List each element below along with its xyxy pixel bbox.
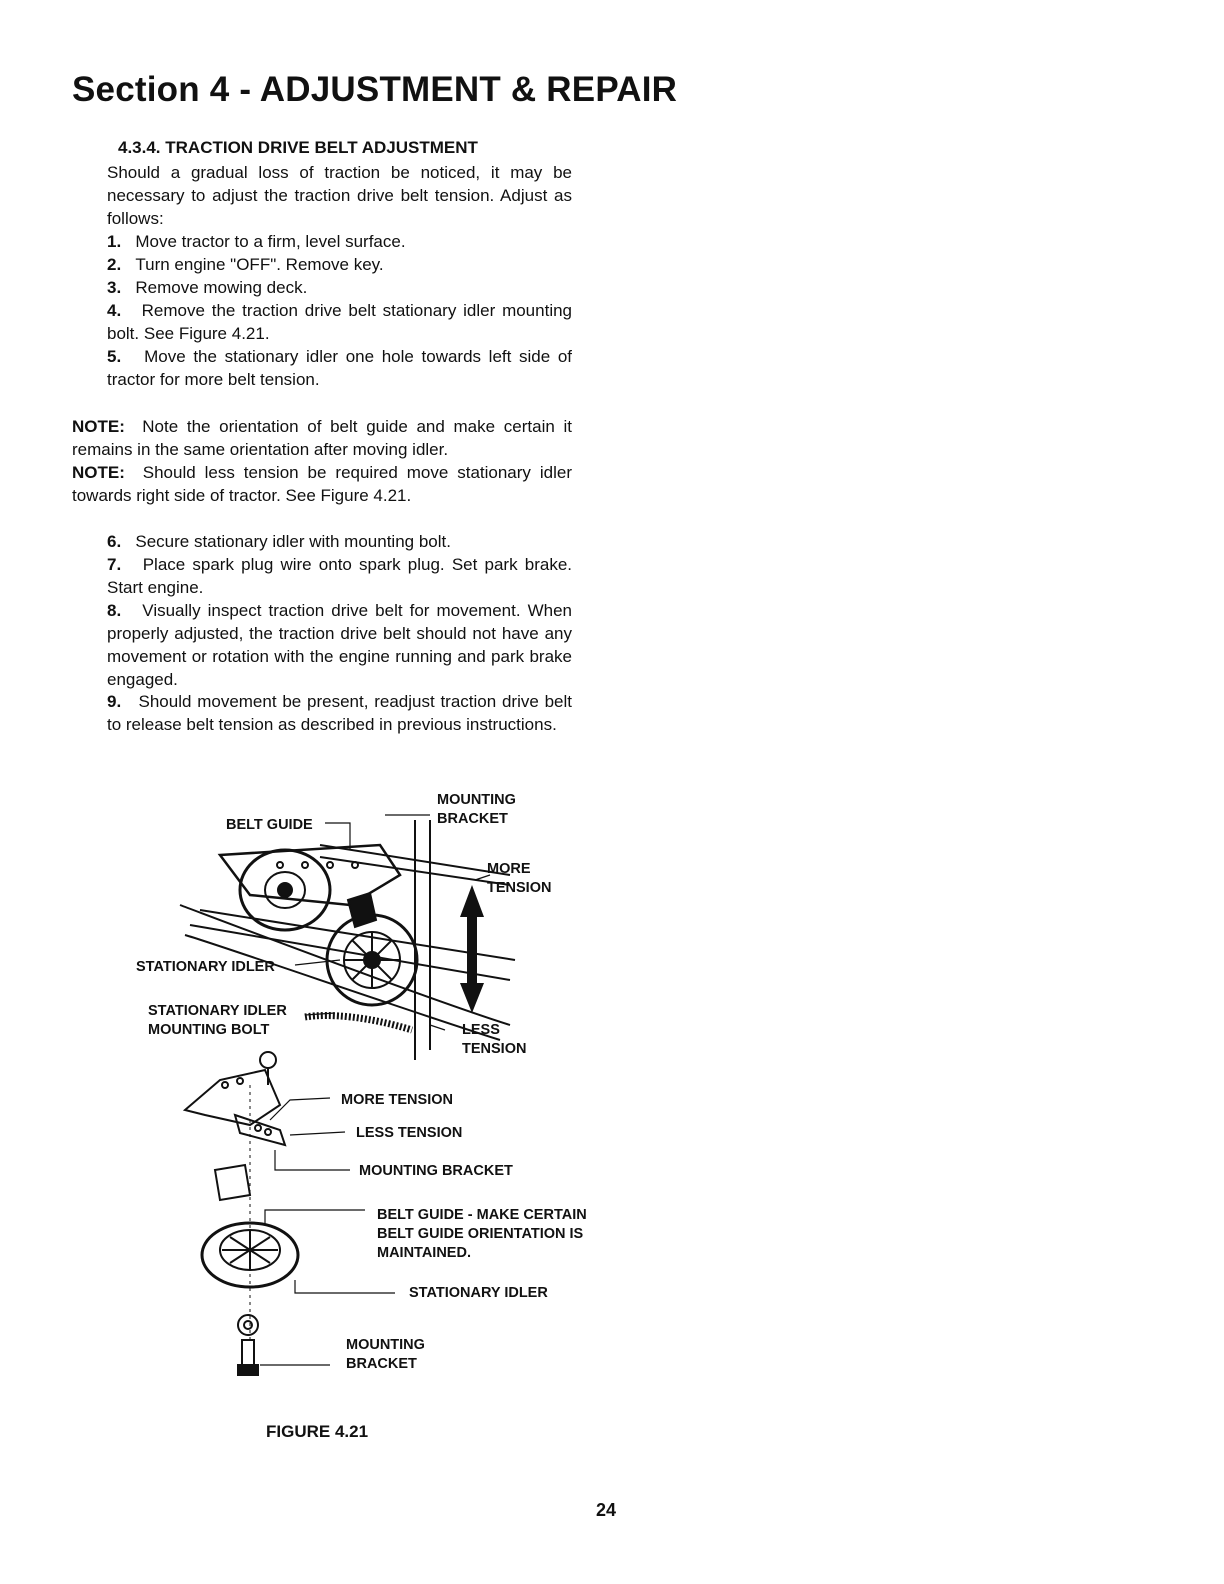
label-bottom-mounting-1: MOUNTING	[346, 1337, 425, 1353]
step-number: 3.	[107, 278, 122, 297]
label-exploded-less-tension: LESS TENSION	[356, 1125, 463, 1141]
figure-caption: FIGURE 4.21	[266, 1422, 369, 1441]
step-1	[107, 230, 572, 253]
page-number: 24	[596, 1500, 617, 1520]
label-mounting-bracket-top-1: MOUNTING	[437, 792, 516, 808]
step-text: Turn engine "OFF". Remove key.	[135, 255, 384, 274]
label-exploded-mounting-bracket: MOUNTING BRACKET	[359, 1163, 513, 1179]
exploded-view-drawing	[185, 1052, 298, 1375]
step-text: Move the stationary idler one hole towards left side of tractor for more belt tension.	[107, 347, 573, 389]
step-number: 1.	[107, 232, 122, 251]
note-label: NOTE:	[72, 463, 125, 482]
label-idler-bolt-1: STATIONARY IDLER	[148, 1003, 287, 1019]
section-heading: 4.3.4. TRACTION DRIVE BELT ADJUSTMENT	[118, 138, 478, 157]
step-number: 6.	[107, 532, 122, 551]
note-label: NOTE:	[72, 417, 125, 436]
step-number: 2.	[107, 255, 122, 274]
label-exploded-more-tension: MORE TENSION	[341, 1092, 453, 1108]
label-belt-guide: BELT GUIDE	[226, 817, 313, 833]
step-text: Place spark plug wire onto spark plug. Set park brake. Start engine.	[107, 555, 572, 597]
step-text: Should movement be present, readjust traction drive belt to release belt tension as described in previous instructions.	[107, 692, 572, 734]
step-7	[107, 553, 572, 599]
step-text: Remove mowing deck.	[135, 278, 308, 297]
step-text: Remove the traction drive belt stationary idler mounting bolt. See Figure 4.21.	[107, 301, 572, 343]
label-belt-guide-note-1: BELT GUIDE - MAKE CERTAIN	[377, 1207, 587, 1223]
label-stationary-idler: STATIONARY IDLER	[136, 959, 275, 975]
label-less-tension-2: TENSION	[462, 1041, 527, 1057]
note-1	[72, 415, 572, 461]
step-text: Visually inspect traction drive belt for movement. When properly adjusted, the traction drive belt should not have any movement or rotation with the engine running and park brake engaged.	[107, 601, 572, 689]
step-number: 9.	[107, 692, 122, 711]
step-number: 8.	[107, 601, 122, 620]
label-bottom-mounting-2: BRACKET	[346, 1356, 417, 1372]
label-exploded-stationary-idler: STATIONARY IDLER	[409, 1285, 548, 1301]
step-text: Move tractor to a firm, level surface.	[135, 232, 406, 251]
page-title: Section 4 - ADJUSTMENT & REPAIR	[72, 70, 678, 109]
step-4	[107, 299, 572, 345]
tension-arrow-icon	[460, 885, 484, 1013]
label-belt-guide-note-3: MAINTAINED.	[377, 1245, 471, 1261]
step-number: 7.	[107, 555, 122, 574]
label-belt-guide-note-2: BELT GUIDE ORIENTATION IS	[377, 1226, 584, 1242]
step-6	[107, 530, 572, 553]
step-text: Secure stationary idler with mounting bolt.	[135, 532, 451, 551]
step-number: 4.	[107, 301, 122, 320]
step-number: 5.	[107, 347, 122, 366]
label-mounting-bracket-top-2: BRACKET	[437, 811, 508, 827]
label-less-tension-1: LESS	[462, 1022, 500, 1038]
step-2	[107, 253, 572, 276]
step-5	[107, 345, 572, 391]
step-9	[107, 690, 572, 736]
label-idler-bolt-2: MOUNTING BOLT	[148, 1022, 270, 1038]
note-2	[72, 461, 572, 507]
note-text: Note the orientation of belt guide and make certain it remains in the same orientation after moving idler.	[72, 417, 572, 459]
figure-4-21	[130, 785, 630, 1385]
intro-paragraph: Should a gradual loss of traction be noticed, it may be necessary to adjust the traction drive belt tension. Adjust as follows:	[107, 163, 572, 228]
step-3	[107, 276, 572, 299]
label-more-tension-2: TENSION	[487, 880, 552, 896]
label-more-tension-1: MORE	[487, 861, 531, 877]
step-8	[107, 599, 572, 691]
note-text: Should less tension be required move stationary idler towards right side of tractor. See Figure 4.21.	[72, 463, 572, 505]
